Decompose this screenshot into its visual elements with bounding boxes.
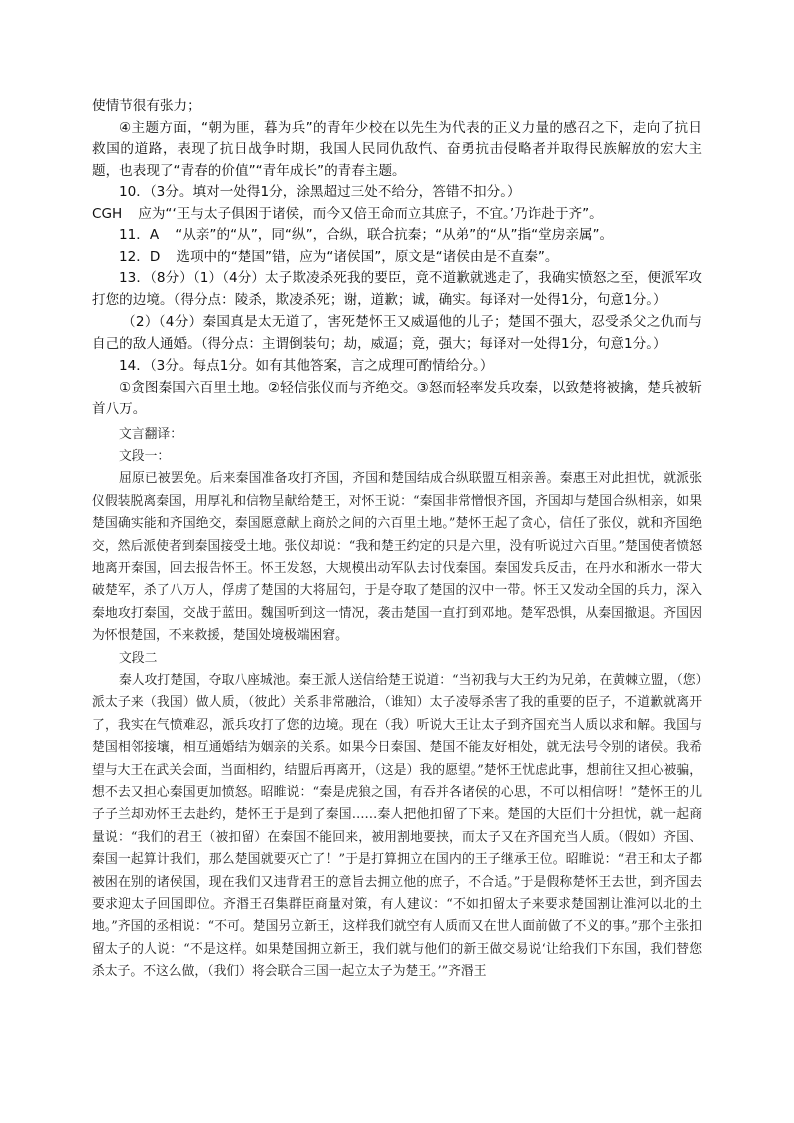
theme-paragraph: ④主题方面，“朝为匪，暮为兵”的青年少校在以先生为代表的正义力量的感召之下，走向了抗日救国的道路，表现了抗日战争时期，我国人民同仇敌忾、奋勇抗击侵略者并取得民族解放的宏大主题，也表现了“青春的价值”“青年成长”的青春主题。 <box>92 119 702 179</box>
q10-answer <box>92 204 702 226</box>
section1-body: 屈原已被罢免。后来秦国准备攻打齐国，齐国和楚国结成合纵联盟互相亲善。秦惠王对此担忧，就派张仪假装脱离秦国，用厚礼和信物呈献给楚王，对怀王说：“秦国非常憎恨齐国，齐国却与楚国合纵相亲，如果楚国确实能和齐国绝交，秦国愿意献上商於之间的六百里土地。”楚怀王起了贪心，信任了张仪，就和齐国绝交，然后派使者到秦国接受土地。张仪却说：“我和楚王约定的只是六里，没有听说过六百里。”楚国使者愤怒地离开秦国，回去报告怀王。怀王发怒，大规模出动军队去讨伐秦国。秦国发兵反击，在丹水和淅水一带大破楚军，杀了八万人，俘虏了楚国的大将屈匄，于是夺取了楚国的汉中一带。怀王又发动全国的兵力，深入秦地攻打秦国，交战于蓝田。魏国听到这一情况，袭击楚国一直打到邓地。楚军恐惧，从秦国撤退。齐国因为怀恨楚国，不来救援，楚国处境极端困窘。 <box>92 471 702 644</box>
q11-explanation: “从亲”的“从”，同“纵”，合纵，联合抗秦；“从弟”的“从”指“堂房亲属”。 <box>175 227 614 243</box>
q12-key: 12．D <box>119 248 161 265</box>
q10-scoring: 10．（3分。填对一处得1分，涂黑超过三处不给分，答错不扣分。） <box>119 184 521 200</box>
q10-explanation: 应为“‘王与太子俱困于诸侯，而今又倍王命而立其庶子，不宜。’乃诈赴于齐”。 <box>138 205 603 222</box>
section2-title: 文段二 <box>119 650 158 666</box>
q11-key: 11．A <box>119 227 160 243</box>
q12-answer <box>92 247 702 269</box>
section1-title: 文段一： <box>119 448 171 464</box>
q12-explanation: 选项中的“楚国”错，应为“诸侯国”，原文是“诸侯由是不直秦”。 <box>176 248 559 265</box>
q10-key: CGH <box>92 205 123 222</box>
answer-line: 使情节很有张力； <box>92 98 201 114</box>
q14-answer: ①贪图秦国六百里土地。②轻信张仪而与齐绝交。③怒而轻率发兵攻秦，以致楚将被擒，楚兵被斩首八万。 <box>92 379 702 417</box>
page-content <box>92 96 702 984</box>
q11-answer <box>92 225 702 247</box>
translation-heading: 文言翻译： <box>119 426 183 442</box>
q14-scoring: 14．（3分。每点1分。如有其他答案，言之成理可酌情给分。） <box>119 358 494 374</box>
q13-part2: （2）（4分）秦国真是太无道了，害死楚怀王又威逼他的儿子；楚国不强大，忍受杀父之仇而与自己的敌人通婚。（得分点：主谓倒装句；劫，威逼；竟，强大；每译对一处得1分，句意1分。） <box>92 314 702 352</box>
q13-part1: 13．（8分）（1）（4分）太子欺凌杀死我的要臣，竟不道歉就逃走了，我确实愤怒之至，便派军攻打您的边境。（得分点：陵杀，欺凌杀死；谢，道歉；诚，确实。每译对一处得1分，句意1分。） <box>92 270 702 308</box>
section2-body: 秦人攻打楚国，夺取八座城池。秦王派人送信给楚王说道：“当初我与大王约为兄弟，在黄棘立盟，（您）派太子来（我国）做人质，（彼此）关系非常融洽，（谁知）太子凌辱杀害了我的重要的臣子，不道歉就离开了，我实在气愤难忍，派兵攻打了您的边境。现在（我）听说大王让太子到齐国充当人质以求和解。我国与楚国相邻接壤，相互通婚结为姻亲的关系。如果今日秦国、楚国不能友好相处，就无法号令别的诸侯。我希望与大王在武关会面，当面相约，结盟后再离开，（这是）我的愿望。”楚怀王忧虑此事，想前往又担心被骗，想不去又担心秦国更加愤怒。昭睢说：“秦是虎狼之国，有吞并各诸侯的心思，不可以相信呀！”楚怀王的儿子子兰却劝怀王去赴约，楚怀王于是到了秦国……秦人把他扣留了下来。楚国的大臣们十分担忧，就一起商量说：“我们的君王（被扣留）在秦国不能回来，被用割地要挟，而太子又在齐国充当人质。（假如）齐国、秦国一起算计我们，那么楚国就要灭亡了！”于是打算拥立在国内的王子继承王位。昭睢说：“君王和太子都被困在别的诸侯国，现在我们又违背君王的意旨去拥立他的庶子，不合适。”于是假称楚怀王去世，到齐国去要求迎太子回国即位。齐湣王召集群臣商量对策，有人建议：“不如扣留太子来要求楚国割让淮河以北的土地。”齐国的丞相说：“不可。楚国另立新王，这样我们就空有人质而又在世人面前做了不义的事。”那个主张扣留太子的人说：“不是这样。如果楚国拥立新王，我们就与他们的新王做交易说‘让给我们下东国，我们替您杀太子。不这么做，（我们）将会联合三国一起立太子为楚王。’”齐湣王 <box>92 672 702 980</box>
